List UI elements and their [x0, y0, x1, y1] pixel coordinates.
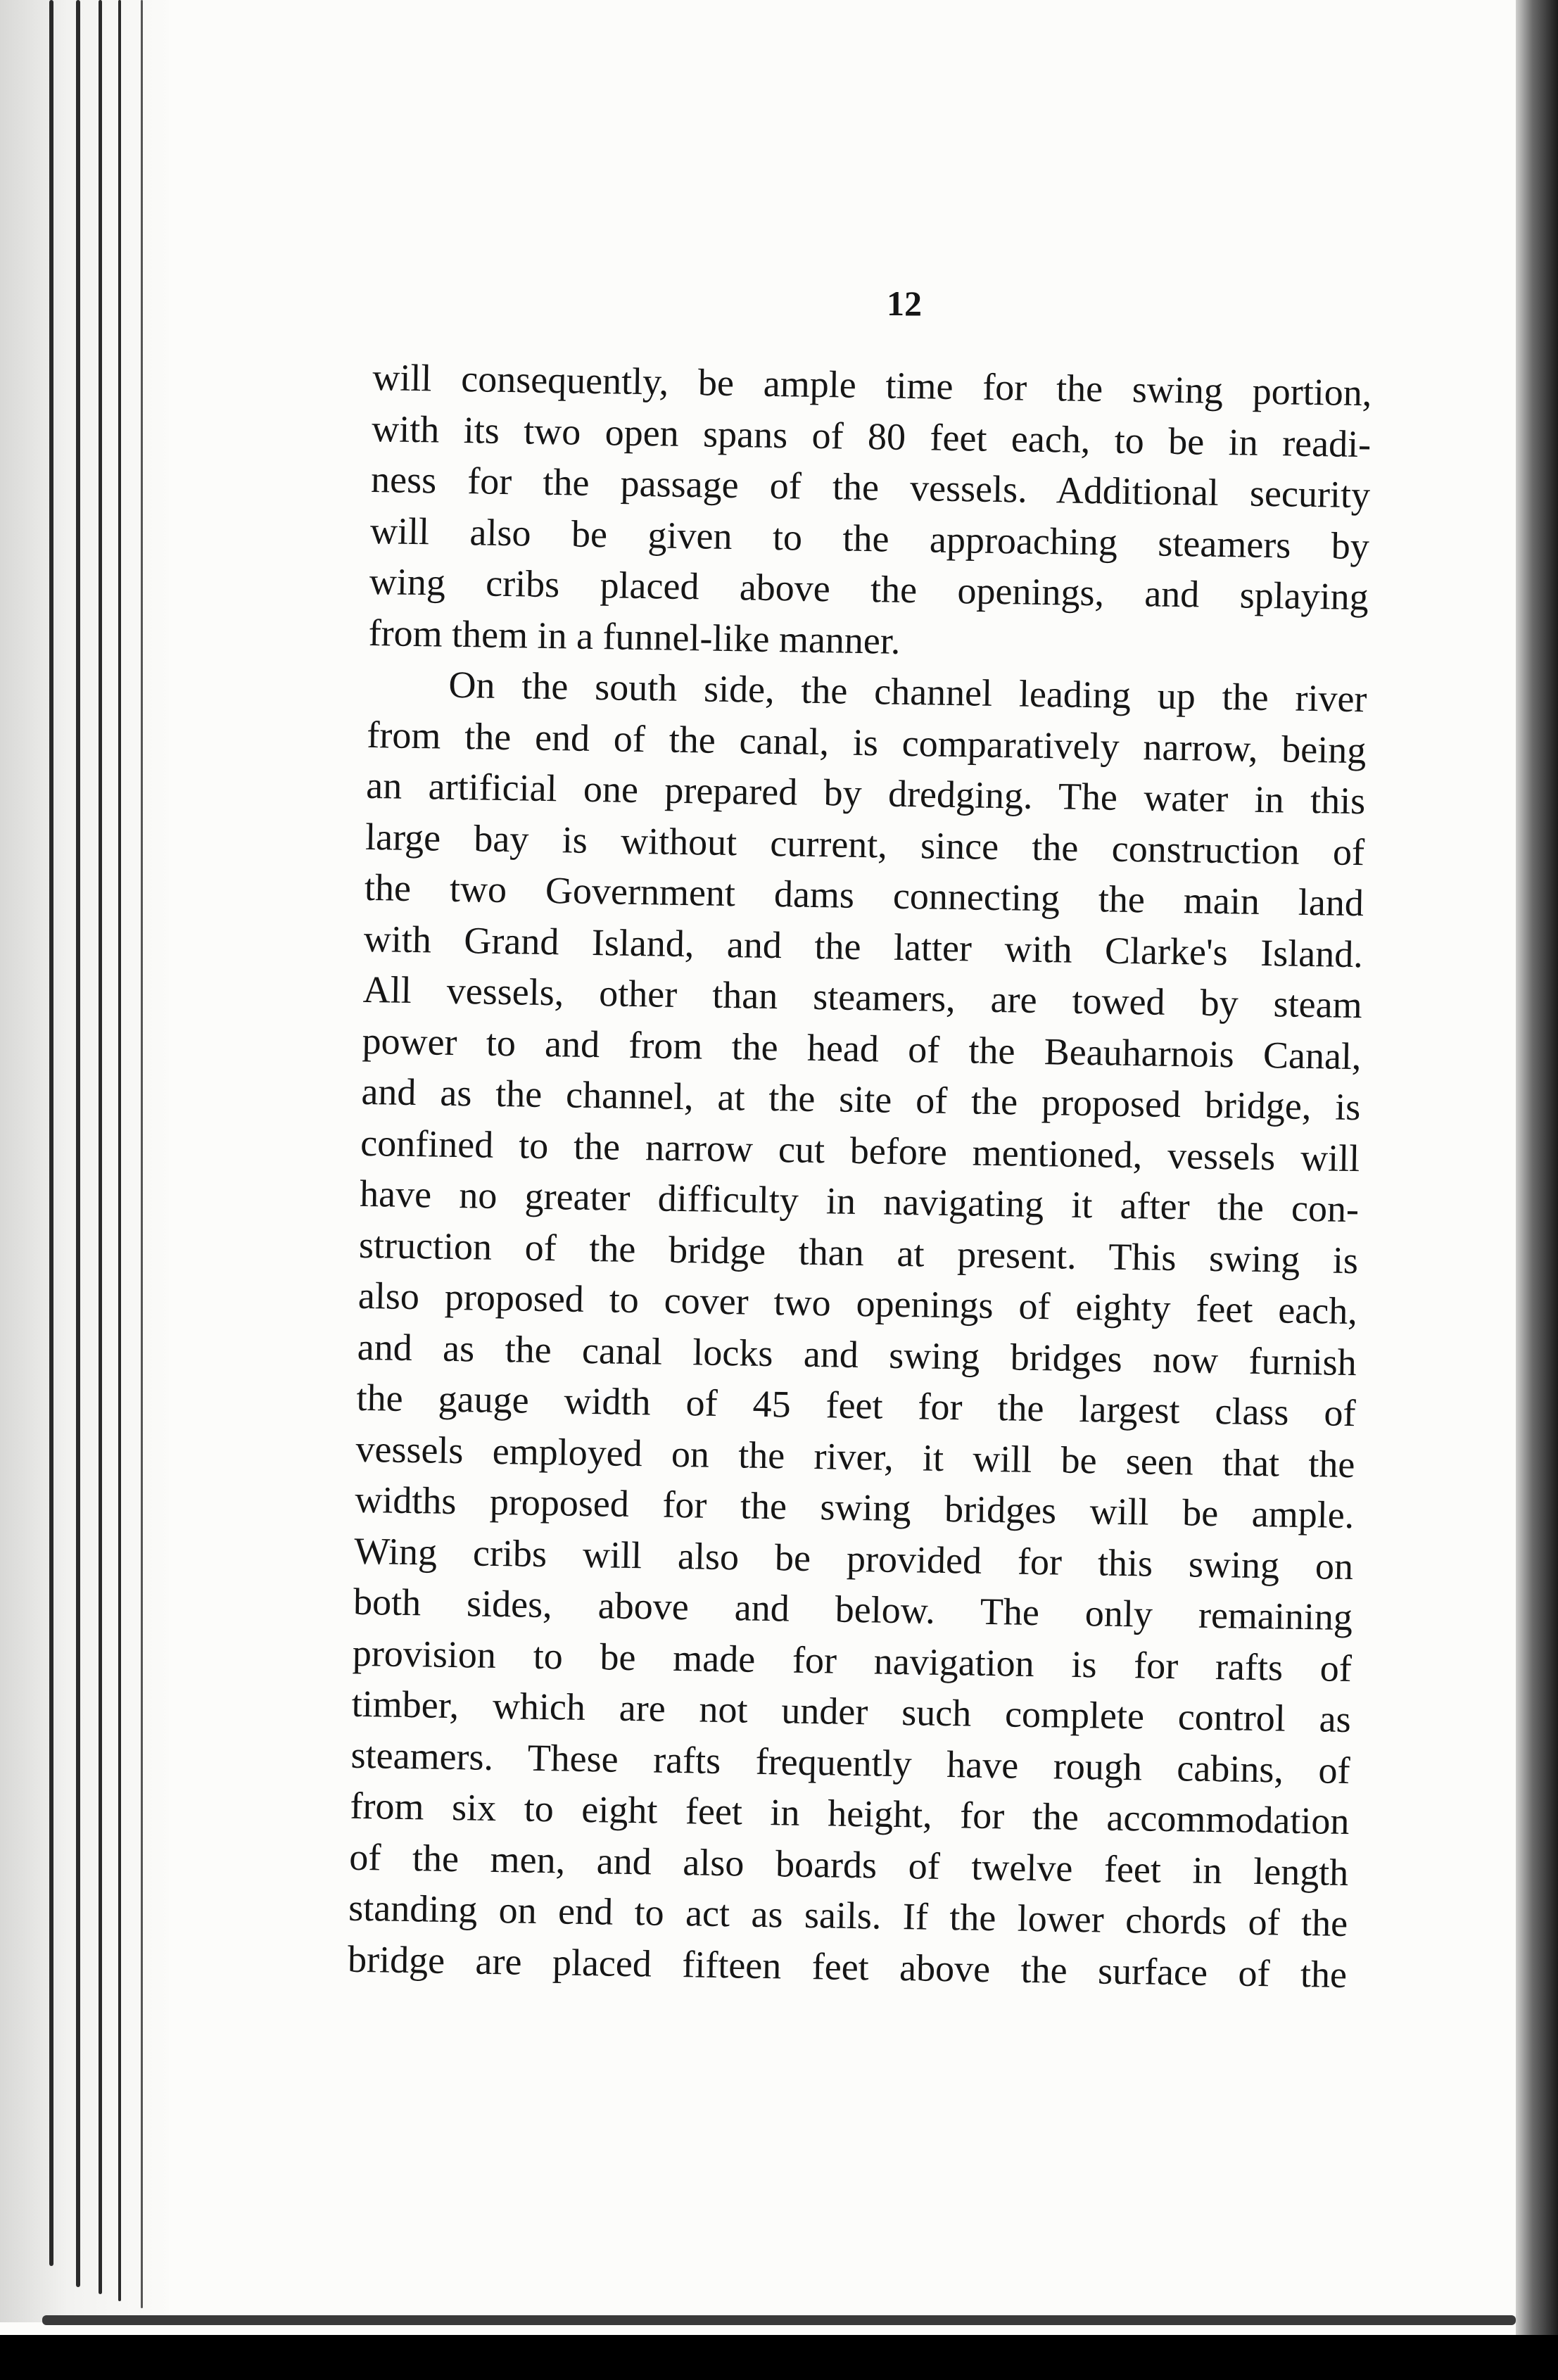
page-number: 12 [887, 284, 922, 323]
page-edge-line [49, 0, 53, 2266]
scan-bottom-border [0, 2335, 1558, 2380]
text-line: have no greater difficulty in navigating it after the con- [359, 1172, 1360, 1231]
text-line: provision to be made for navigation is for rafts of [352, 1631, 1353, 1690]
text-line: ness for the passage of the vessels. Additional security [370, 457, 1371, 517]
text-line: All vessels, other than steamers, are towed by steam [362, 968, 1363, 1027]
text-line: from them in a funnel-like manner. [368, 611, 901, 662]
text-line: with its two open spans of 80 feet each, to be in readi- [371, 407, 1372, 465]
text-line: steamers. These rafts frequently have rough cabins, of [350, 1733, 1350, 1792]
text-line: will consequently, be ample time for the swing portion, [372, 355, 1372, 414]
text-line: vessels employed on the river, it will be seen that the [355, 1427, 1355, 1486]
text-line: wing cribs placed above the openings, and splaying [369, 559, 1369, 619]
text-line: from the end of the canal, is comparatively narrow, being [366, 713, 1367, 771]
text-line: timber, which are not under such complete control as [351, 1682, 1352, 1741]
page-edge-line [118, 0, 121, 2301]
text-line: also proposed to cover two openings of eighty feet each, [357, 1274, 1358, 1333]
text-line: standing on end to act as sails. If the lower chords of the [348, 1886, 1348, 1945]
text-line: bridge are placed fifteen feet above the surface of the [347, 1937, 1348, 1996]
page-edges-left [0, 0, 169, 2322]
text-line: widths proposed for the swing bridges will be ample. [354, 1478, 1355, 1537]
text-line: will also be given to the approaching steamers by [369, 509, 1370, 567]
text-line: of the men, and also boards of twelve feet in length [348, 1835, 1349, 1894]
page-edge-line [76, 0, 80, 2287]
binding-shadow [0, 0, 169, 2322]
page-edge-bottom [42, 2315, 1516, 2325]
text-line: large bay is without current, since the construction of [365, 815, 1365, 873]
page-edge-right [1516, 0, 1558, 2343]
text-line: the gauge width of 45 feet for the largest class of [356, 1376, 1356, 1435]
text-line: the two Government dams connecting the main land [364, 866, 1364, 925]
text-line: confined to the narrow cut before mentioned, vessels will [360, 1121, 1360, 1179]
text-line: struction of the bridge than at present. This swing is [358, 1223, 1359, 1281]
text-line: and as the canal locks and swing bridges now furnish [357, 1325, 1357, 1384]
text-line: and as the channel, at the site of the proposed bridge, is [361, 1070, 1361, 1129]
text-line: from six to eight feet in height, for the accommodation [350, 1784, 1350, 1843]
text-line: both sides, above and below. The only remaining [353, 1580, 1353, 1639]
body-text [348, 352, 1372, 2000]
text-line: power to and from the head of the Beauharnois Canal, [362, 1019, 1362, 1077]
text-line: On the south side, the channel leading up the river [448, 663, 1367, 721]
text-line: with Grand Island, and the latter with Clarke's Island. [363, 917, 1364, 975]
text-line: Wing cribs will also be provided for this swing on [353, 1529, 1354, 1588]
page-edge-line [99, 0, 102, 2294]
text-line: an artificial one prepared by dredging. The water in this [365, 764, 1366, 823]
page-edge-line [141, 0, 143, 2308]
